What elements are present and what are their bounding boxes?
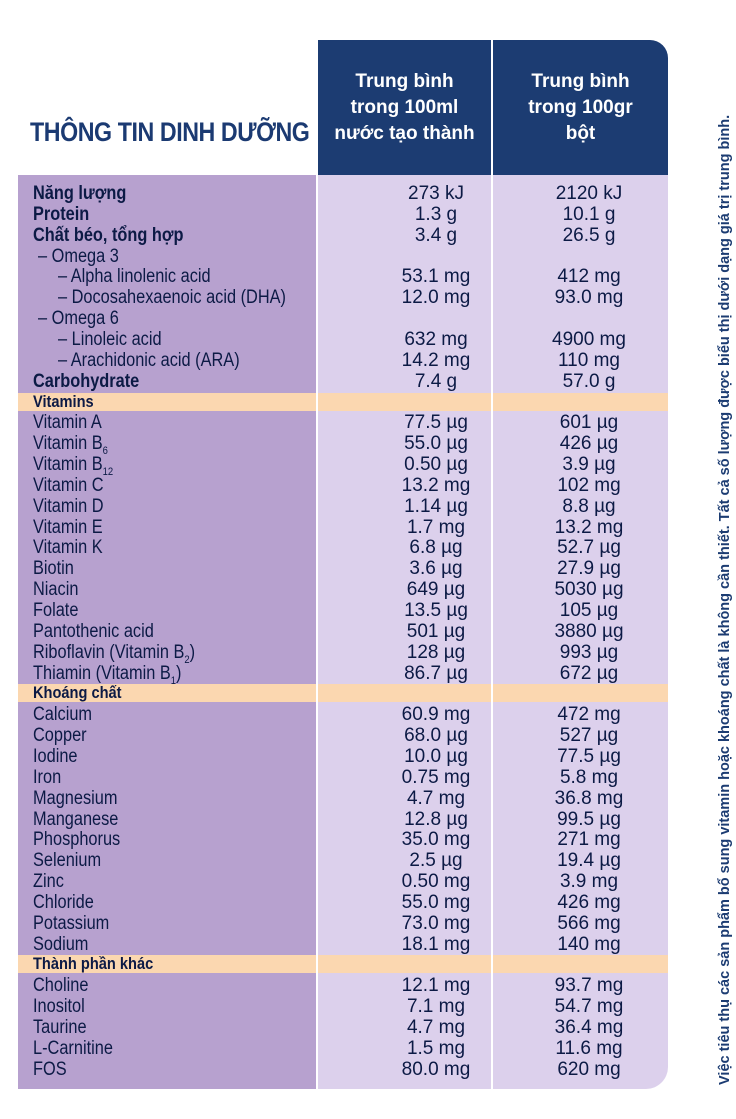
value-per-100g: 52.7 µg [557, 537, 621, 559]
table-row [18, 662, 668, 687]
nutrient-name: Vitamin A [33, 412, 102, 434]
nutrient-suffix: ) [176, 662, 182, 684]
nutrient-label [58, 266, 211, 287]
nutrient-name: Vitamin K [33, 537, 103, 559]
nutrient-subscript: 6 [102, 444, 108, 457]
page-title: THÔNG TIN DINH DƯỠNG [30, 117, 310, 147]
nutrient-label [58, 329, 162, 350]
value-per-100g: 110 mg [558, 349, 620, 371]
nutrient-name: – Omega 6 [38, 308, 119, 330]
nutrient-name: Vitamin C [33, 474, 104, 496]
table-row [18, 996, 668, 1017]
nutrient-name: Magnesium [33, 787, 118, 809]
value-per-100g: 140 mg [557, 933, 621, 955]
nutrient-name: L-Carnitine [33, 1037, 113, 1059]
nutrient-subscript: 12 [102, 465, 114, 478]
nutrient-name: – Arachidonic acid (ARA) [58, 349, 240, 371]
value-per-100g: 271 mg [557, 829, 621, 851]
value-per-100g: 426 µg [559, 433, 619, 455]
value-per-100ml: 77.5 µg [404, 412, 468, 434]
nutrient-label [33, 1017, 87, 1038]
value-per-100ml: 4.7 mg [406, 1017, 466, 1038]
value-per-100g: 672 µg [559, 662, 619, 684]
column-header-line: trong 100ml [350, 96, 459, 118]
value-per-100g: 11.6 mg [555, 1037, 623, 1059]
nutrient-label [33, 558, 74, 579]
value-per-100g: 3.9 mg [559, 871, 619, 893]
value-per-100g: 4900 mg [552, 328, 626, 350]
table-row [18, 433, 668, 457]
table-row [18, 725, 668, 746]
column-header-line: Trung bình [355, 70, 454, 92]
value-per-100ml: 1.14 µg [404, 495, 468, 517]
value-per-100g: 426 mg [557, 891, 621, 913]
nutrient-label [33, 496, 104, 517]
value-per-100ml: 13.5 µg [404, 600, 468, 621]
nutrient-label [33, 809, 118, 830]
value-per-100ml: 1.5 mg [406, 1037, 466, 1059]
nutrient-label [33, 537, 103, 558]
table-row [18, 266, 668, 287]
nutrient-name: Năng lượng [33, 183, 127, 204]
nutrient-name: Choline [33, 975, 89, 997]
nutrient-label [33, 767, 61, 788]
value-per-100ml: 0.75 mg [401, 766, 471, 788]
nutrient-subscript: 1 [170, 674, 177, 687]
value-per-100g: 19.4 µg [557, 850, 621, 872]
table-row [18, 496, 668, 517]
value-per-100g: 105 µg [559, 600, 619, 621]
value-per-100g: 102 mg [557, 474, 621, 496]
nutrient-label [33, 600, 78, 621]
table-row [18, 975, 668, 996]
table-row [18, 641, 668, 666]
nutrient-name: Sodium [33, 933, 89, 955]
table-row [18, 225, 668, 246]
nutrient-name: Folate [33, 600, 79, 621]
nutrient-name: Phosphorus [33, 829, 121, 851]
value-per-100g: 10.1 g [562, 203, 616, 225]
value-per-100ml: 18.1 mg [401, 933, 471, 955]
nutrient-label [38, 308, 119, 329]
nutrient-name: Vitamin D [33, 495, 104, 517]
table-row [18, 454, 668, 478]
table-row [18, 788, 668, 809]
value-per-100g: 13.2 mg [554, 516, 624, 538]
nutrition-table [18, 175, 668, 1089]
table-row [18, 829, 668, 850]
value-per-100g: 99.5 µg [557, 808, 621, 830]
value-per-100g: 8.8 µg [562, 495, 616, 517]
nutrient-label [58, 350, 240, 371]
value-per-100ml: 10.0 µg [404, 745, 468, 767]
column-header-line: bột [565, 122, 596, 144]
column-header-per-100g [493, 40, 668, 175]
nutrient-label [58, 287, 286, 308]
value-per-100g: 54.7 mg [554, 996, 624, 1018]
table-row [18, 871, 668, 892]
value-per-100g: 601 µg [559, 412, 619, 434]
table-row [18, 934, 668, 955]
nutrient-label [33, 517, 103, 538]
section-heading: Thành phần khác [33, 954, 154, 974]
value-per-100ml: 55.0 µg [404, 433, 468, 455]
nutrient-name: Calcium [33, 704, 93, 726]
section-band [18, 393, 668, 411]
nutrient-name: Taurine [33, 1017, 87, 1038]
value-per-100ml: 86.7 µg [404, 662, 468, 684]
column-header-per-100ml [318, 40, 491, 175]
value-per-100ml: 273 kJ [408, 183, 464, 204]
side-note: Việc tiêu thụ các sản phẩm bổ sung vitamin hoặc khoáng chất là không cần thiết. Tất cả số lượng được biểu thị dưới dạng giá trị trung bình. [717, 114, 733, 1085]
nutrient-label [33, 975, 88, 996]
nutrient-label [33, 204, 89, 225]
value-per-100g: 36.4 mg [554, 1017, 624, 1038]
value-per-100ml: 73.0 mg [401, 912, 471, 934]
table-row [18, 246, 668, 267]
value-per-100ml: 68.0 µg [404, 725, 468, 747]
nutrient-name: Protein [33, 203, 90, 225]
column-header-line: nước tạo thành [334, 122, 475, 144]
nutrient-name: – Linoleic acid [58, 328, 162, 350]
nutrient-label [33, 892, 94, 913]
nutrient-name: Biotin [33, 558, 74, 580]
value-per-100ml: 1.7 mg [406, 516, 466, 538]
value-per-100ml: 55.0 mg [401, 891, 471, 913]
value-per-100ml: 128 µg [406, 641, 466, 663]
value-per-100ml: 6.8 µg [409, 537, 463, 559]
nutrient-name: Niacin [33, 579, 79, 601]
nutrient-name: – Omega 3 [38, 245, 119, 267]
table-row [18, 579, 668, 600]
value-per-100ml: 60.9 mg [401, 704, 471, 726]
nutrient-suffix: ) [189, 641, 196, 663]
value-per-100ml: 3.6 µg [409, 558, 463, 580]
section-heading: Khoáng chất [33, 683, 122, 703]
nutrient-name: Iodine [33, 745, 78, 767]
nutrient-label [33, 371, 139, 392]
nutrient-label [33, 871, 64, 892]
nutrient-label [33, 829, 120, 850]
nutrient-label [33, 913, 109, 934]
value-per-100ml: 1.3 g [414, 203, 458, 225]
value-per-100g: 2120 kJ [555, 183, 623, 204]
table-row [18, 287, 668, 308]
table-row [18, 746, 668, 767]
table-row [18, 350, 668, 371]
nutrient-label [33, 934, 88, 955]
nutrient-label [33, 850, 101, 871]
table-row [18, 308, 668, 329]
nutrient-label [33, 746, 78, 767]
value-per-100g: 412 mg [557, 266, 621, 288]
value-per-100g: 77.5 µg [557, 745, 621, 767]
table-row [18, 621, 668, 642]
value-per-100g: 3.9 µg [562, 454, 616, 476]
nutrient-name: Zinc [33, 871, 64, 893]
table-row [18, 412, 668, 433]
nutrient-name: Vitamin B [33, 433, 103, 455]
value-per-100g: 993 µg [559, 641, 619, 663]
nutrient-name: Manganese [33, 808, 119, 830]
nutrient-name: Iron [33, 766, 62, 788]
nutrient-label [33, 412, 102, 433]
nutrient-name: – Alpha linolenic acid [58, 266, 211, 288]
value-per-100g: 620 mg [557, 1058, 621, 1080]
nutrient-name: Chất béo, tổng hợp [33, 224, 184, 246]
value-per-100g: 57.0 g [562, 370, 616, 392]
table-row [18, 329, 668, 350]
value-per-100g: 3880 µg [554, 620, 624, 642]
value-per-100ml: 12.8 µg [404, 808, 468, 830]
nutrient-label [33, 704, 92, 725]
value-per-100ml: 12.1 mg [401, 975, 471, 997]
section-heading: Vitamins [33, 391, 94, 411]
value-per-100ml: 649 µg [406, 579, 466, 601]
table-row [18, 475, 668, 496]
value-per-100ml: 4.7 mg [406, 787, 466, 809]
value-per-100g: 472 mg [557, 704, 621, 726]
value-per-100ml: 13.2 mg [401, 474, 471, 496]
value-per-100ml: 80.0 mg [401, 1058, 471, 1080]
nutrient-name: Copper [33, 725, 87, 747]
table-row [18, 600, 668, 621]
table-row [18, 517, 668, 538]
nutrient-label [33, 621, 154, 642]
nutrient-name: Chloride [33, 891, 94, 913]
table-row [18, 704, 668, 725]
value-per-100g: 5.8 mg [559, 766, 619, 788]
nutrient-name: Selenium [33, 850, 102, 872]
value-per-100ml: 14.2 mg [401, 349, 471, 371]
nutrient-name: Vitamin B [33, 454, 103, 476]
value-per-100g: 93.7 mg [554, 975, 624, 997]
table-row [18, 850, 668, 871]
table-row [18, 913, 668, 934]
nutrient-label [33, 1059, 67, 1080]
nutrient-label [33, 725, 87, 746]
value-per-100ml: 53.1 mg [401, 266, 471, 288]
value-per-100ml: 632 mg [404, 328, 468, 350]
nutrient-name: Vitamin E [33, 516, 103, 538]
value-per-100g: 5030 µg [554, 579, 624, 601]
nutrient-name: Carbohydrate [33, 370, 140, 392]
value-per-100ml: 3.4 g [414, 224, 458, 246]
nutrient-name: Pantothenic acid [33, 620, 154, 642]
table-row [18, 558, 668, 579]
table-row [18, 537, 668, 558]
nutrient-label [33, 225, 183, 246]
table-row [18, 1059, 668, 1080]
nutrient-label [38, 246, 119, 267]
value-per-100g: 93.0 mg [554, 287, 624, 309]
value-per-100ml: 0.50 mg [401, 871, 471, 893]
nutrient-label [33, 183, 126, 204]
nutrient-name: Riboflavin (Vitamin B [33, 641, 185, 663]
table-row [18, 204, 668, 225]
value-per-100g: 527 µg [559, 725, 619, 747]
value-per-100ml: 7.4 g [414, 370, 458, 392]
table-row [18, 809, 668, 830]
nutrient-name: Potassium [33, 912, 110, 934]
nutrient-name: FOS [33, 1058, 67, 1080]
table-row [18, 1017, 668, 1038]
nutrient-name: – Docosahexaenoic acid (DHA) [58, 287, 286, 309]
column-header-line: trong 100gr [528, 96, 633, 118]
nutrient-subscript: 2 [184, 653, 190, 666]
column-header-line: Trung bình [531, 70, 630, 92]
nutrient-label [33, 579, 78, 600]
table-row [18, 183, 668, 204]
table-row [18, 892, 668, 913]
value-per-100ml: 7.1 mg [406, 996, 466, 1018]
nutrient-name: Thiamin (Vitamin B [33, 662, 171, 684]
nutrient-label [33, 1038, 113, 1059]
value-per-100g: 27.9 µg [557, 558, 621, 580]
table-row [18, 767, 668, 788]
value-per-100ml: 2.5 µg [409, 850, 463, 872]
value-per-100ml: 12.0 mg [401, 287, 471, 309]
value-per-100g: 26.5 g [562, 224, 616, 246]
nutrient-label [33, 475, 104, 496]
nutrient-label [33, 788, 117, 809]
value-per-100ml: 0.50 µg [404, 454, 468, 476]
value-per-100ml: 501 µg [406, 620, 466, 642]
table-row [18, 1038, 668, 1059]
nutrient-label [33, 996, 85, 1017]
value-per-100ml: 35.0 mg [401, 829, 471, 851]
value-per-100g: 566 mg [557, 912, 621, 934]
value-per-100g: 36.8 mg [554, 787, 624, 809]
table-row [18, 371, 668, 392]
nutrient-name: Inositol [33, 996, 85, 1018]
